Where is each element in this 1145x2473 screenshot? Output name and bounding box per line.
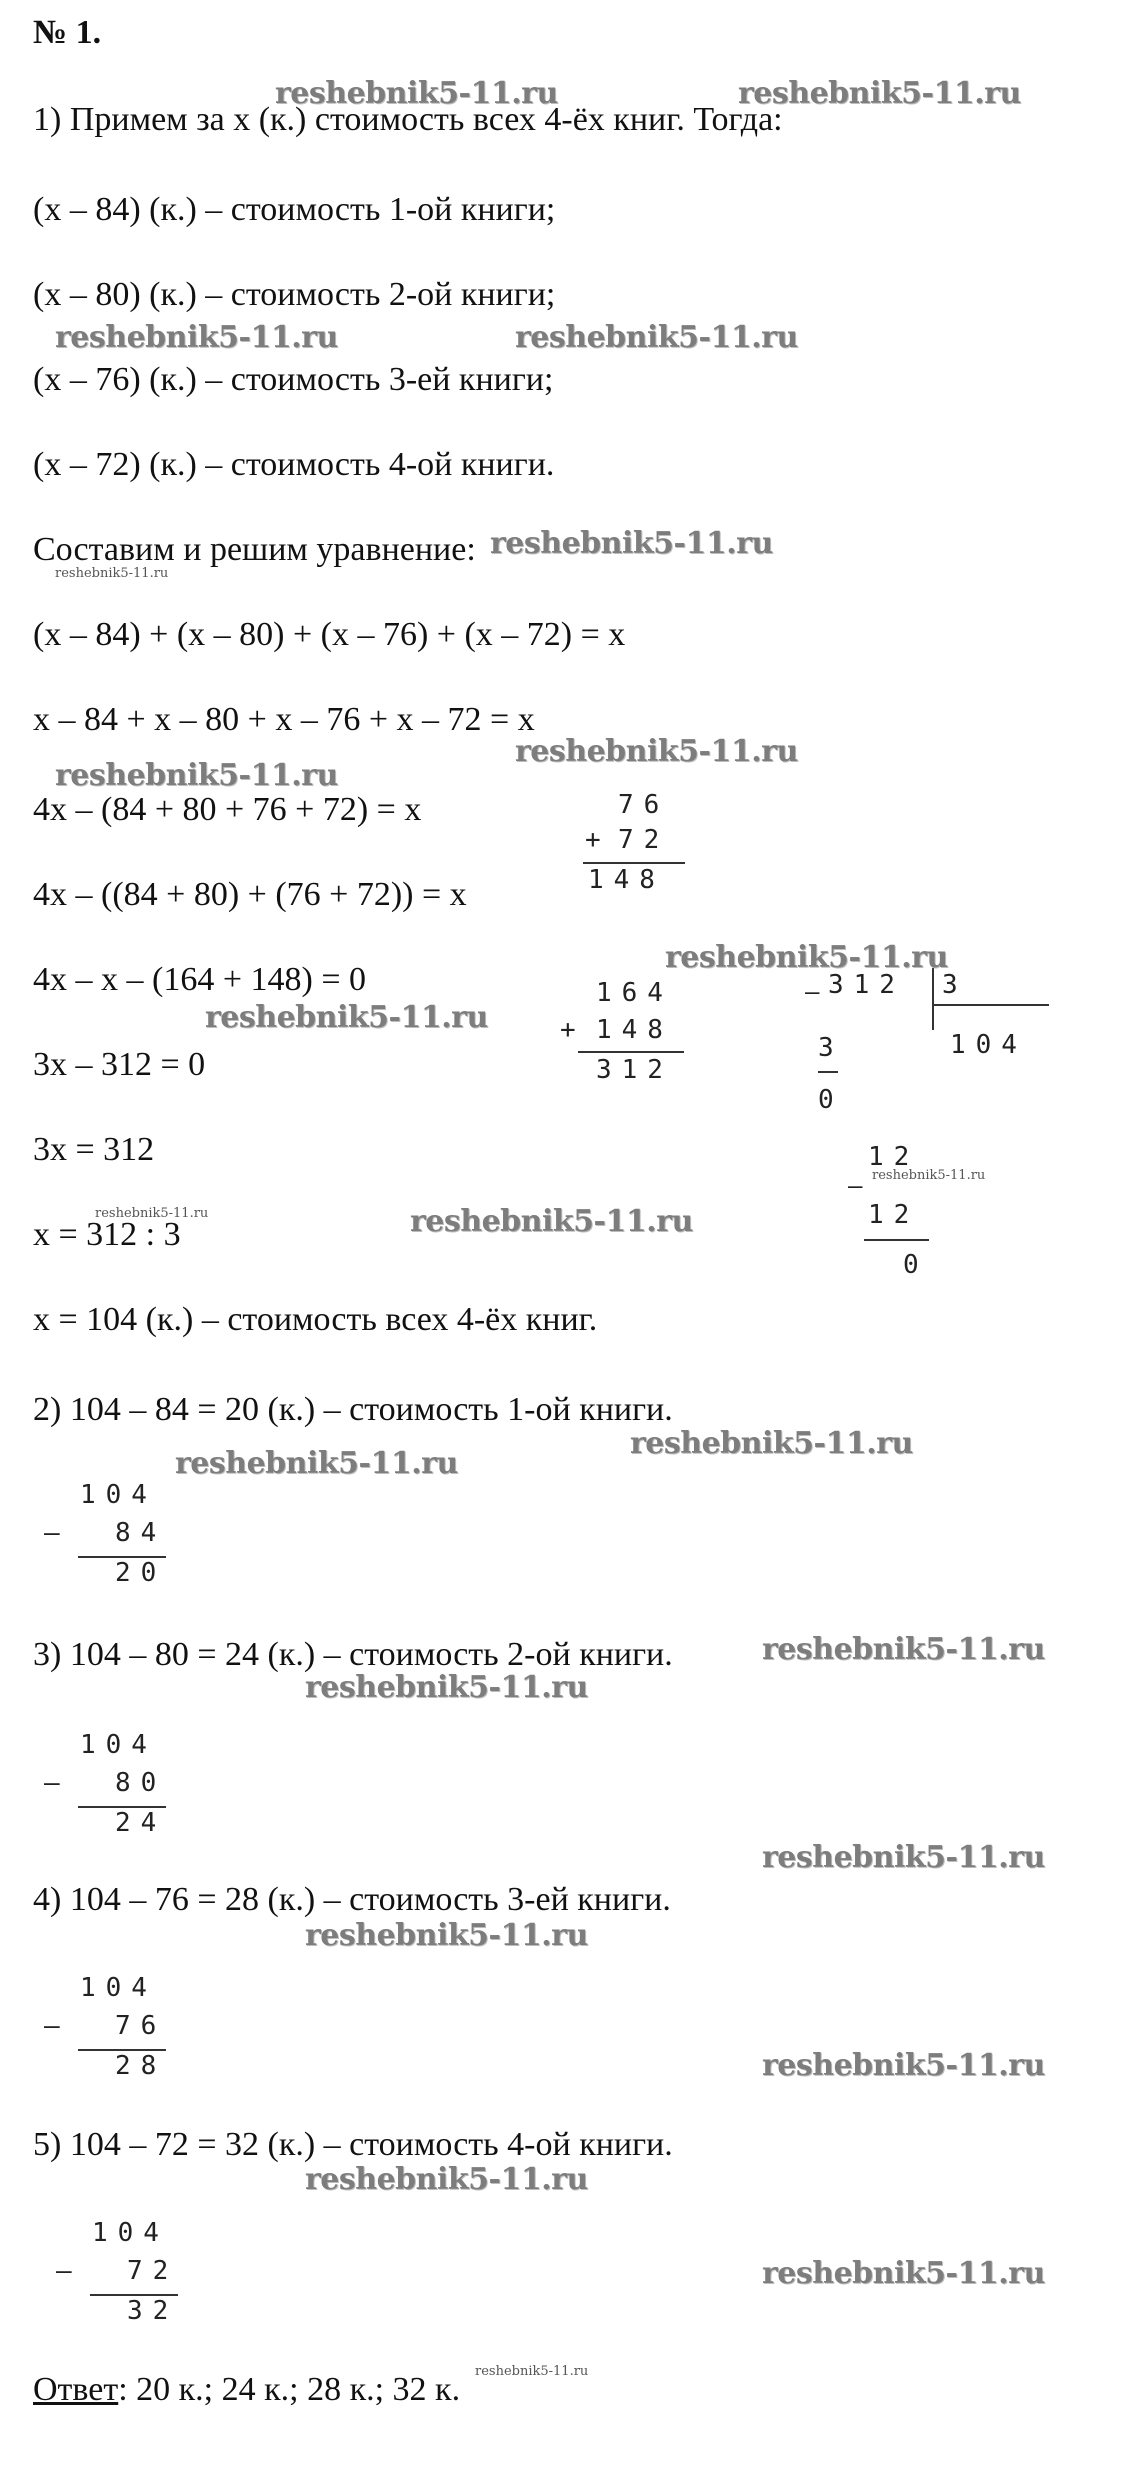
subtotal-b: 12	[868, 1200, 920, 1230]
watermark: reshebnik5-11.ru	[515, 320, 798, 355]
line-6: Составим и решим уравнение:	[33, 531, 476, 568]
watermark: reshebnik5-11.ru	[305, 1918, 588, 1953]
answer-label: Ответ	[33, 2371, 119, 2408]
step-5: 5) 104 – 72 = 32 (к.) – стоимость 4-ой книги.	[33, 2126, 673, 2163]
minus-sign-2: –	[848, 1172, 873, 1200]
sum: 148	[588, 865, 665, 895]
sum: 312	[596, 1055, 673, 1085]
addend-a: 164	[596, 978, 673, 1008]
watermark-small: reshebnik5-11.ru	[95, 1206, 209, 1221]
watermark: reshebnik5-11.ru	[410, 1204, 693, 1239]
divisor: 3	[942, 970, 968, 1000]
step-4: 4) 104 – 76 = 28 (к.) – стоимость 3-ей книги.	[33, 1881, 671, 1918]
addend-b: 148	[596, 1015, 673, 1045]
watermark: reshebnik5-11.ru	[275, 76, 558, 111]
watermark: reshebnik5-11.ru	[762, 1840, 1045, 1875]
equation-7: 3х = 312	[33, 1131, 155, 1168]
line-2: (х – 84) (к.) – стоимость 1-ой книги;	[33, 191, 556, 228]
line-3: (х – 80) (к.) – стоимость 2-ой книги;	[33, 276, 556, 313]
watermark: reshebnik5-11.ru	[665, 940, 948, 975]
divisor-bar	[932, 968, 934, 1030]
minuend: 104	[80, 1730, 157, 1760]
minuend: 104	[80, 1480, 157, 1510]
quotient: 104	[950, 1030, 1027, 1060]
watermark-small: reshebnik5-11.ru	[872, 1168, 986, 1183]
minuend: 104	[92, 2218, 169, 2248]
addend-b: 72	[618, 825, 670, 855]
dividend: 312	[828, 970, 905, 1000]
watermark: reshebnik5-11.ru	[738, 76, 1021, 111]
watermark: reshebnik5-11.ru	[490, 526, 773, 561]
answer-value: : 20 к.; 24 к.; 28 к.; 32 к.	[118, 2371, 461, 2408]
equation-5: 4х – х – (164 + 148) = 0	[33, 961, 366, 998]
plus-sign: +	[560, 1015, 586, 1045]
remainder-1: 0	[818, 1085, 844, 1115]
line-1: 1) Примем за х (к.) стоимость всех 4-ёх книг. Тогда:	[33, 101, 783, 138]
minus-sign: –	[44, 2011, 70, 2041]
minus-sign: –	[44, 1768, 70, 1798]
difference: 24	[115, 1808, 167, 1838]
difference: 32	[127, 2296, 179, 2326]
step-3: 3) 104 – 80 = 24 (к.) – стоимость 2-ой книги.	[33, 1636, 673, 1673]
subtrahend: 80	[115, 1768, 167, 1798]
watermark: reshebnik5-11.ru	[305, 1670, 588, 1705]
watermark: reshebnik5-11.ru	[205, 1000, 488, 1035]
equation-4: 4х – ((84 + 80) + (76 + 72)) = х	[33, 876, 467, 913]
minus-sign: –	[56, 2256, 82, 2286]
watermark: reshebnik5-11.ru	[630, 1426, 913, 1461]
equation-2: х – 84 + х – 80 + х – 76 + х – 72 = х	[33, 701, 535, 738]
step-2: 2) 104 – 84 = 20 (к.) – стоимость 1-ой книги.	[33, 1391, 673, 1428]
line-5: (х – 72) (к.) – стоимость 4-ой книги.	[33, 446, 555, 483]
minuend: 104	[80, 1973, 157, 2003]
equation-8: х = 312 : 3	[33, 1216, 181, 1253]
problem-title: № 1.	[33, 14, 102, 51]
minus-sign: –	[805, 978, 830, 1006]
answer	[33, 2370, 460, 2410]
subtotal-a: 12	[868, 1142, 920, 1172]
sub-line-1	[818, 1071, 838, 1073]
quotient-line	[934, 1004, 1049, 1006]
equation-3: 4х – (84 + 80 + 76 + 72) = х	[33, 791, 422, 828]
minus-sign: –	[44, 1518, 70, 1548]
watermark-small: reshebnik5-11.ru	[55, 566, 169, 581]
watermark-small: reshebnik5-11.ru	[475, 2364, 589, 2379]
plus-sign: +	[585, 825, 611, 855]
addend-a: 76	[618, 790, 670, 820]
subtrahend: 76	[115, 2011, 167, 2041]
difference: 28	[115, 2051, 167, 2081]
sub-line-2	[864, 1239, 929, 1241]
difference: 20	[115, 1558, 167, 1588]
sum-line	[578, 1051, 684, 1053]
equation-9: х = 104 (к.) – стоимость всех 4-ёх книг.	[33, 1301, 598, 1338]
subtrahend: 84	[115, 1518, 167, 1548]
watermark: reshebnik5-11.ru	[175, 1446, 458, 1481]
watermark: reshebnik5-11.ru	[55, 758, 338, 793]
subtrahend-1: 3	[818, 1033, 844, 1063]
watermark: reshebnik5-11.ru	[55, 320, 338, 355]
watermark: reshebnik5-11.ru	[762, 1632, 1045, 1667]
watermark: reshebnik5-11.ru	[762, 2048, 1045, 2083]
watermark: reshebnik5-11.ru	[762, 2256, 1045, 2291]
line-4: (х – 76) (к.) – стоимость 3-ей книги;	[33, 361, 554, 398]
equation-6: 3х – 312 = 0	[33, 1046, 206, 1083]
remainder-2: 0	[903, 1250, 929, 1280]
subtrahend: 72	[127, 2256, 179, 2286]
sum-line	[583, 862, 685, 864]
equation-1: (х – 84) + (х – 80) + (х – 76) + (х – 72) = х	[33, 616, 626, 653]
watermark: reshebnik5-11.ru	[515, 734, 798, 769]
watermark: reshebnik5-11.ru	[305, 2162, 588, 2197]
